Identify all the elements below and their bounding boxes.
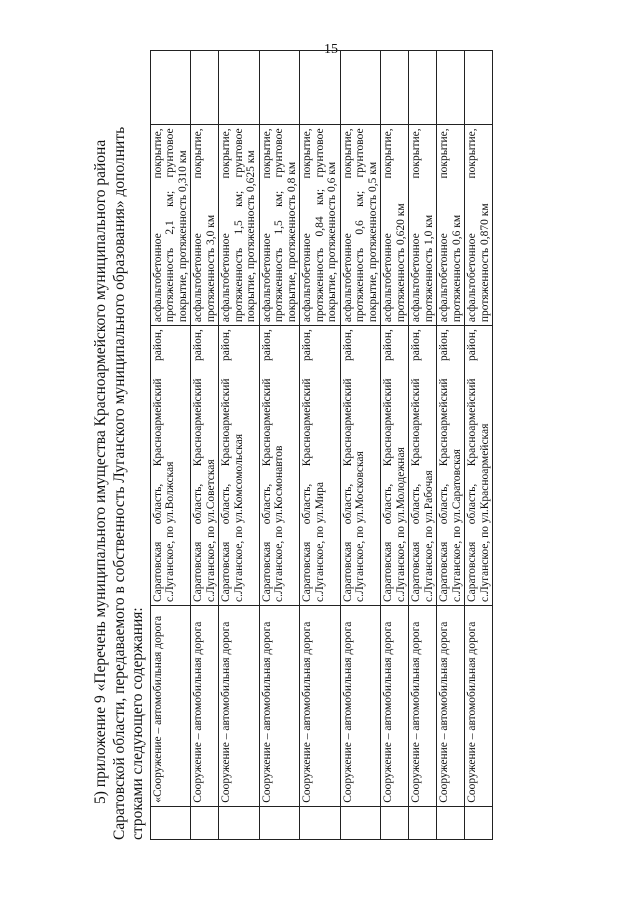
- table-row: [381, 51, 409, 840]
- intro-line-2: Саратовской области, передаваемого в собственность Луганского муниципального образования» дополнить: [110, 126, 128, 840]
- empty-cell: [150, 51, 191, 125]
- address-cell: Саратовская область, Красноармейский район, с.Луганское, по ул.Московская: [340, 326, 381, 606]
- intro-line-3: строками следующего содержания:: [129, 607, 146, 840]
- row-number-cell: [381, 806, 409, 839]
- row-number-cell: [437, 806, 465, 839]
- specification-cell: асфальтобетонное покрытие, протяженность 2,1 км; грунтовое покрытие, протяженность 0,310 км: [150, 125, 191, 326]
- specification-cell: асфальтобетонное покрытие, протяженность 1,5 км; грунтовое покрытие, протяженность 0,625 км: [219, 125, 260, 326]
- row-number-cell: [150, 806, 191, 839]
- specification-cell: асфальтобетонное покрытие, протяженность 0,6 км: [437, 125, 465, 326]
- specification-cell: асфальтобетонное покрытие, протяженность 0,6 км; грунтовое покрытие, протяженность 0,5 км: [340, 125, 381, 326]
- intro-paragraph: [92, 50, 148, 840]
- address-cell: Саратовская область, Красноармейский район, с.Луганское, по ул.Красноармейская: [465, 326, 493, 606]
- table-row: [191, 51, 219, 840]
- empty-cell: [300, 51, 341, 125]
- empty-cell: [437, 51, 465, 125]
- address-cell: Саратовская область, Красноармейский район, с.Луганское, по ул.Мира: [300, 326, 341, 606]
- empty-cell: [381, 51, 409, 125]
- row-number-cell: [409, 806, 437, 839]
- address-cell: Саратовская область, Красноармейский район, с.Луганское, по ул.Саратовская: [437, 326, 465, 606]
- object-name-cell: Сооружение – автомобильная дорога: [300, 606, 341, 807]
- object-name-cell: Сооружение – автомобильная дорога: [465, 606, 493, 807]
- property-table: [150, 50, 494, 840]
- object-name-cell: Сооружение – автомобильная дорога: [219, 606, 260, 807]
- address-cell: Саратовская область, Красноармейский район, с.Луганское, по ул.Рабочая: [409, 326, 437, 606]
- specification-cell: асфальтобетонное покрытие, протяженность 0,870 км: [465, 125, 493, 326]
- object-name-cell: «Сооружение – автомобильная дорога: [150, 606, 191, 807]
- specification-cell: асфальтобетонное покрытие, протяженность 1,5 км; грунтовое покрытие, протяженность 0,8 км: [259, 125, 300, 326]
- specification-cell: асфальтобетонное покрытие, протяженность 3,0 км: [191, 125, 219, 326]
- empty-cell: [465, 51, 493, 125]
- specification-cell: асфальтобетонное покрытие, протяженность 0,620 км: [381, 125, 409, 326]
- specification-cell: асфальтобетонное покрытие, протяженность 1,0 км: [409, 125, 437, 326]
- address-cell: Саратовская область, Красноармейский район, с.Луганское, по ул.Молодежная: [381, 326, 409, 606]
- object-name-cell: Сооружение – автомобильная дорога: [191, 606, 219, 807]
- address-cell: Саратовская область, Красноармейский район, с.Луганское, по ул.Космонавтов: [259, 326, 300, 606]
- table-row: [259, 51, 300, 840]
- empty-cell: [219, 51, 260, 125]
- empty-cell: [409, 51, 437, 125]
- table-row: [465, 51, 493, 840]
- object-name-cell: Сооружение – автомобильная дорога: [340, 606, 381, 807]
- page-number: 15: [324, 42, 338, 57]
- empty-cell: [191, 51, 219, 125]
- object-name-cell: Сооружение – автомобильная дорога: [381, 606, 409, 807]
- empty-cell: [259, 51, 300, 125]
- table-row: [409, 51, 437, 840]
- row-number-cell: [465, 806, 493, 839]
- object-name-cell: Сооружение – автомобильная дорога: [409, 606, 437, 807]
- row-number-cell: [259, 806, 300, 839]
- document-body: [92, 50, 567, 840]
- table-row: [340, 51, 381, 840]
- table-row: [437, 51, 465, 840]
- object-name-cell: Сооружение – автомобильная дорога: [259, 606, 300, 807]
- address-cell: Саратовская область, Красноармейский район, с.Луганское, по ул.Комсомольская: [219, 326, 260, 606]
- intro-line-1: 5) приложение 9 «Перечень муниципального имущества Красноармейского муниципального района: [92, 139, 109, 804]
- empty-cell: [340, 51, 381, 125]
- specification-cell: асфальтобетонное покрытие, протяженность 0,84 км; грунтовое покрытие, протяженность 0,6 км: [300, 125, 341, 326]
- address-cell: Саратовская область, Красноармейский район, с.Луганское, по ул.Советская: [191, 326, 219, 606]
- object-name-cell: Сооружение – автомобильная дорога: [437, 606, 465, 807]
- table-row: [300, 51, 341, 840]
- address-cell: Саратовская область, Красноармейский район, с.Луганское, по ул.Волжская: [150, 326, 191, 606]
- table-row: [219, 51, 260, 840]
- table-row: [150, 51, 191, 840]
- row-number-cell: [300, 806, 341, 839]
- row-number-cell: [191, 806, 219, 839]
- row-number-cell: [340, 806, 381, 839]
- row-number-cell: [219, 806, 260, 839]
